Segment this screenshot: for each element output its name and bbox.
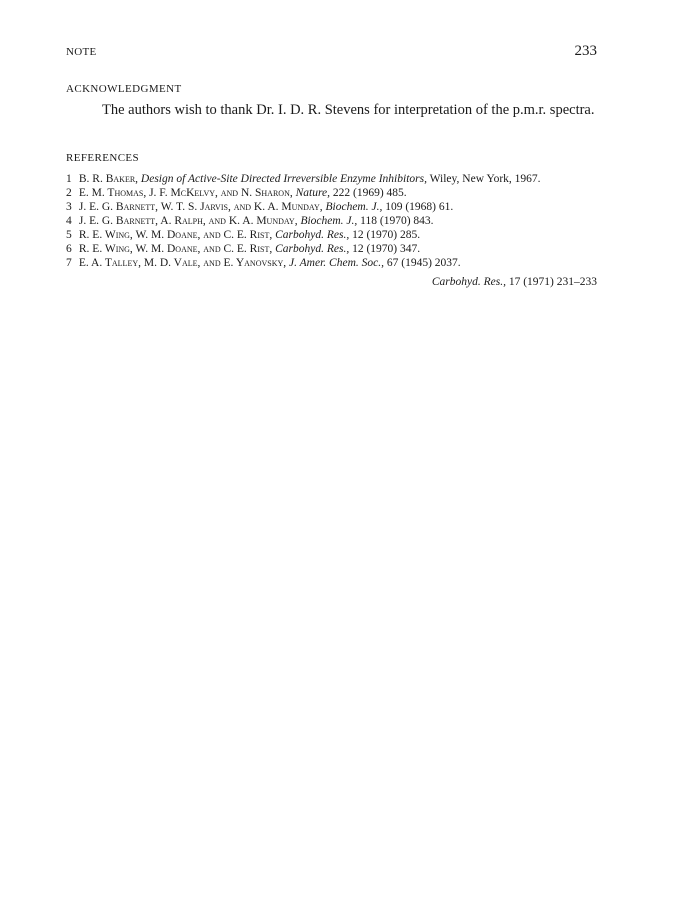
reference-title: Carbohyd. Res., [275,229,350,241]
reference-item [66,214,606,228]
reference-item [66,172,606,186]
reference-details: 109 (1968) 61. [385,201,454,213]
reference-number: 4 [66,215,72,227]
running-header-label: NOTE [66,46,97,58]
reference-authors: B. R. Baker, [78,173,139,185]
citation-journal: Carbohyd. Res., [431,276,506,288]
reference-item [66,228,606,242]
reference-title: Carbohyd. Res., [275,243,350,255]
reference-item [66,200,606,214]
reference-item [66,256,606,270]
journal-citation [432,276,597,288]
acknowledgment-text: The authors wish to thank Dr. I. D. R. Stevens for interpretation of the p.m.r. spectra. [102,102,595,118]
reference-details: 12 (1970) 285. [352,229,421,241]
reference-item [66,242,606,256]
reference-details: 67 (1945) 2037. [386,257,461,269]
reference-details: 222 (1969) 485. [332,187,407,199]
reference-details: 118 (1970) 843. [360,215,434,227]
page-number: 233 [574,43,597,59]
reference-authors: R. E. Wing, W. M. Doane, and C. E. Rist, [78,243,273,255]
reference-number: 2 [66,187,72,199]
reference-number: 5 [66,229,72,241]
reference-details: 12 (1970) 347. [352,243,421,255]
citation-details: 17 (1971) 231–233 [508,276,597,288]
reference-authors: E. M. Thomas, J. F. McKelvy, and N. Sharon, [78,187,293,199]
reference-title: Biochem. J., [300,215,358,227]
references-heading: REFERENCES [66,152,140,164]
reference-title: Biochem. J., [325,201,383,213]
reference-details: Wiley, New York, 1967. [429,173,541,185]
reference-list [66,172,606,270]
reference-number: 6 [66,243,72,255]
acknowledgment-heading: ACKNOWLEDGMENT [66,83,182,95]
reference-title: J. Amer. Chem. Soc., [289,257,384,269]
reference-number: 3 [66,201,72,213]
reference-authors: E. A. Talley, M. D. Vale, and E. Yanovsky, [78,257,287,269]
reference-authors: J. E. G. Barnett, A. Ralph, and K. A. Munday, [78,215,298,227]
reference-number: 7 [66,257,72,269]
reference-authors: J. E. G. Barnett, W. T. S. Jarvis, and K. A. Munday, [78,201,323,213]
reference-authors: R. E. Wing, W. M. Doane, and C. E. Rist, [78,229,273,241]
reference-title: Nature, [295,187,331,199]
reference-number: 1 [66,173,72,185]
reference-title: Design of Active-Site Directed Irreversible Enzyme Inhibitors, [140,173,427,185]
reference-item [66,186,606,200]
